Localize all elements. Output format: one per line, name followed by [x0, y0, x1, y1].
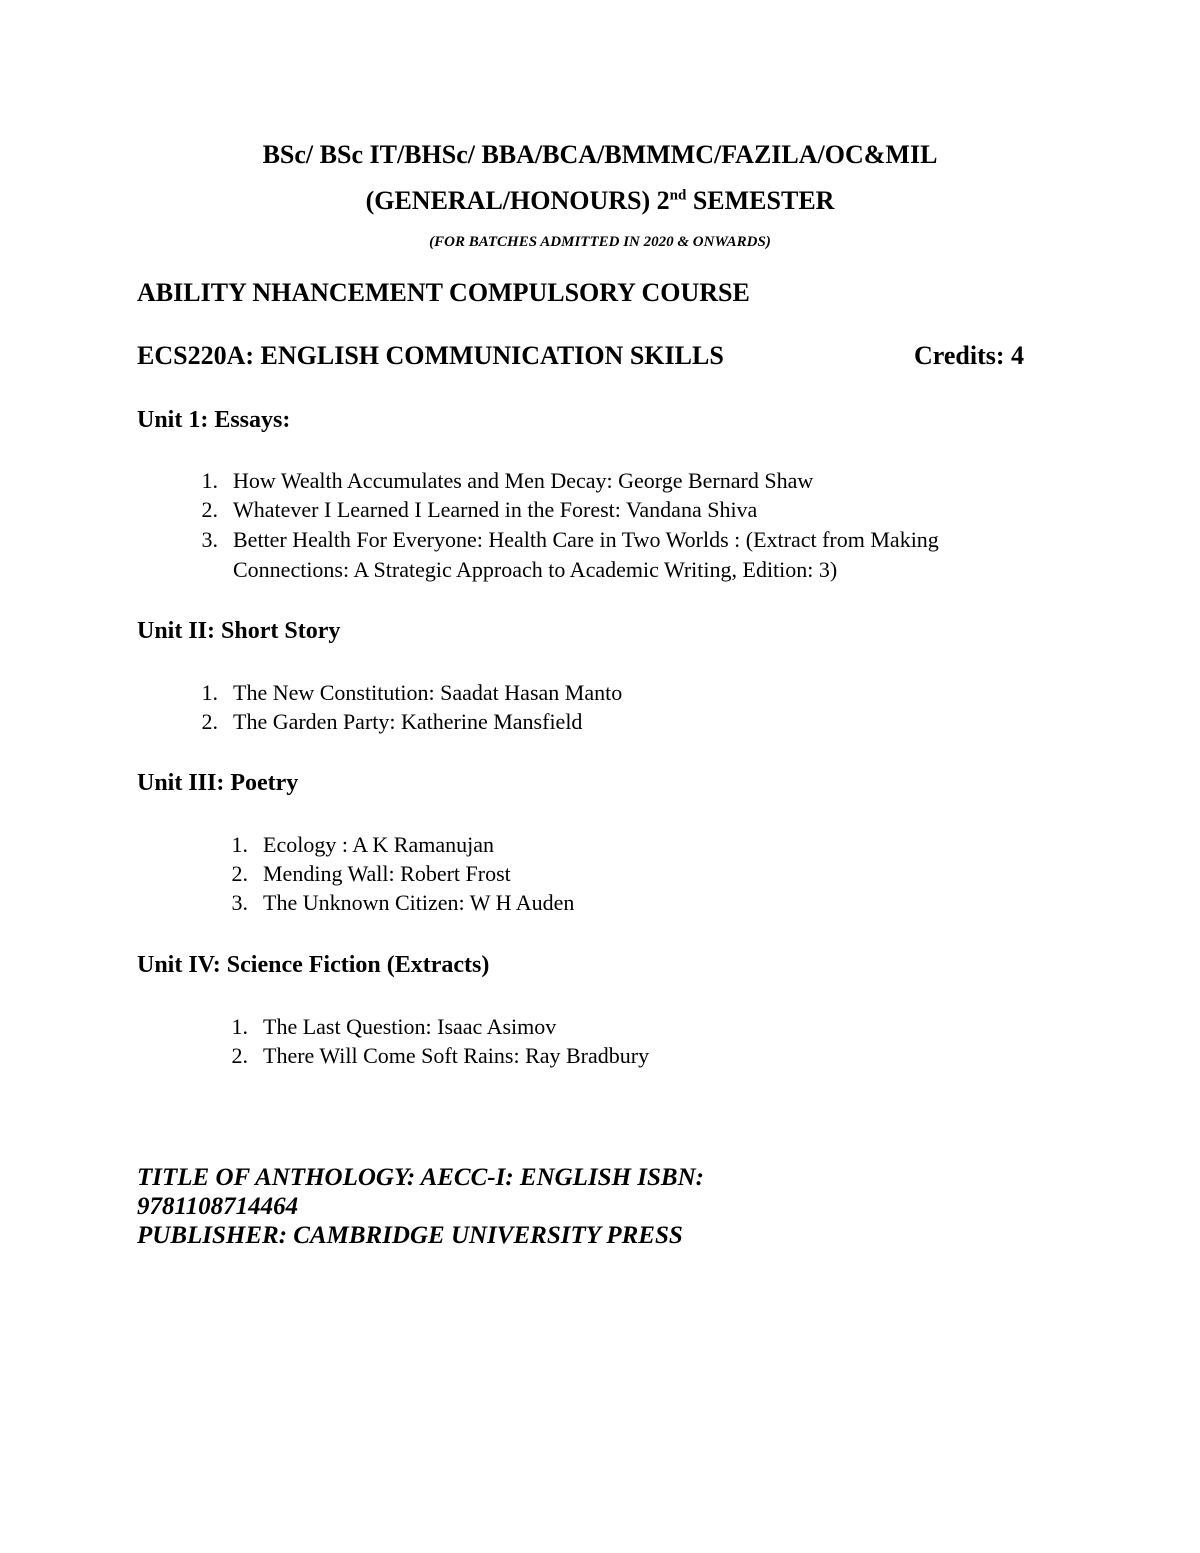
list-text: The Last Question: Isaac Asimov	[263, 1014, 557, 1039]
list-number: 1.	[201, 468, 218, 493]
list-number: 2.	[201, 709, 218, 734]
unit-2-title: Unit II: Short Story	[137, 618, 341, 644]
list-number: 1.	[231, 832, 248, 857]
list-number: 2.	[231, 1043, 248, 1068]
publisher: PUBLISHER: CAMBRIDGE UNIVERSITY PRESS	[137, 1222, 683, 1249]
list-text: Mending Wall: Robert Frost	[263, 861, 511, 886]
course-credits: Credits: 4	[914, 341, 1025, 370]
course-category: ABILITY NHANCEMENT COMPULSORY COURSE	[137, 278, 750, 307]
list-number: 3.	[231, 890, 248, 915]
unit-4-title: Unit IV: Science Fiction (Extracts)	[137, 952, 490, 978]
list-text: There Will Come Soft Rains: Ray Bradbury	[263, 1043, 650, 1068]
semester-suffix: SEMESTER	[686, 186, 835, 215]
isbn-number: 9781108714464	[137, 1193, 299, 1220]
list-number: 2.	[231, 861, 248, 886]
list-text: How Wealth Accumulates and Men Decay: George Bernard Shaw	[233, 468, 814, 493]
unit-3-title: Unit III: Poetry	[137, 770, 299, 796]
anthology-title: TITLE OF ANTHOLOGY: AECC-I: ENGLISH ISBN:	[137, 1164, 704, 1191]
batches-note: (FOR BATCHES ADMITTED IN 2020 & ONWARDS)	[429, 234, 771, 250]
semester-prefix: (GENERAL/HONOURS) 2	[365, 186, 670, 215]
list-text: Whatever I Learned I Learned in the Forest: Vandana Shiva	[233, 497, 758, 522]
list-number: 1.	[231, 1014, 248, 1039]
list-number: 1.	[201, 680, 218, 705]
semester-title	[0, 186, 1200, 216]
list-text: The Garden Party: Katherine Mansfield	[233, 709, 583, 734]
list-text: The New Constitution: Saadat Hasan Manto	[233, 680, 623, 705]
list-number: 2.	[201, 497, 218, 522]
list-text: Ecology : A K Ramanujan	[263, 832, 494, 857]
programs-title: BSc/ BSc IT/BHSc/ BBA/BCA/BMMMC/FAZILA/OC&MIL	[262, 140, 938, 169]
list-item-continuation: Connections: A Strategic Approach to Academic Writing, Edition: 3)	[233, 557, 838, 582]
semester-superscript: nd	[669, 187, 687, 204]
course-title: ECS220A: ENGLISH COMMUNICATION SKILLS	[137, 341, 724, 370]
list-text: The Unknown Citizen: W H Auden	[263, 890, 575, 915]
unit-1-title: Unit 1: Essays:	[137, 407, 291, 433]
list-text: Better Health For Everyone: Health Care in Two Worlds : (Extract from Making	[233, 527, 939, 552]
list-number: 3.	[201, 527, 218, 552]
